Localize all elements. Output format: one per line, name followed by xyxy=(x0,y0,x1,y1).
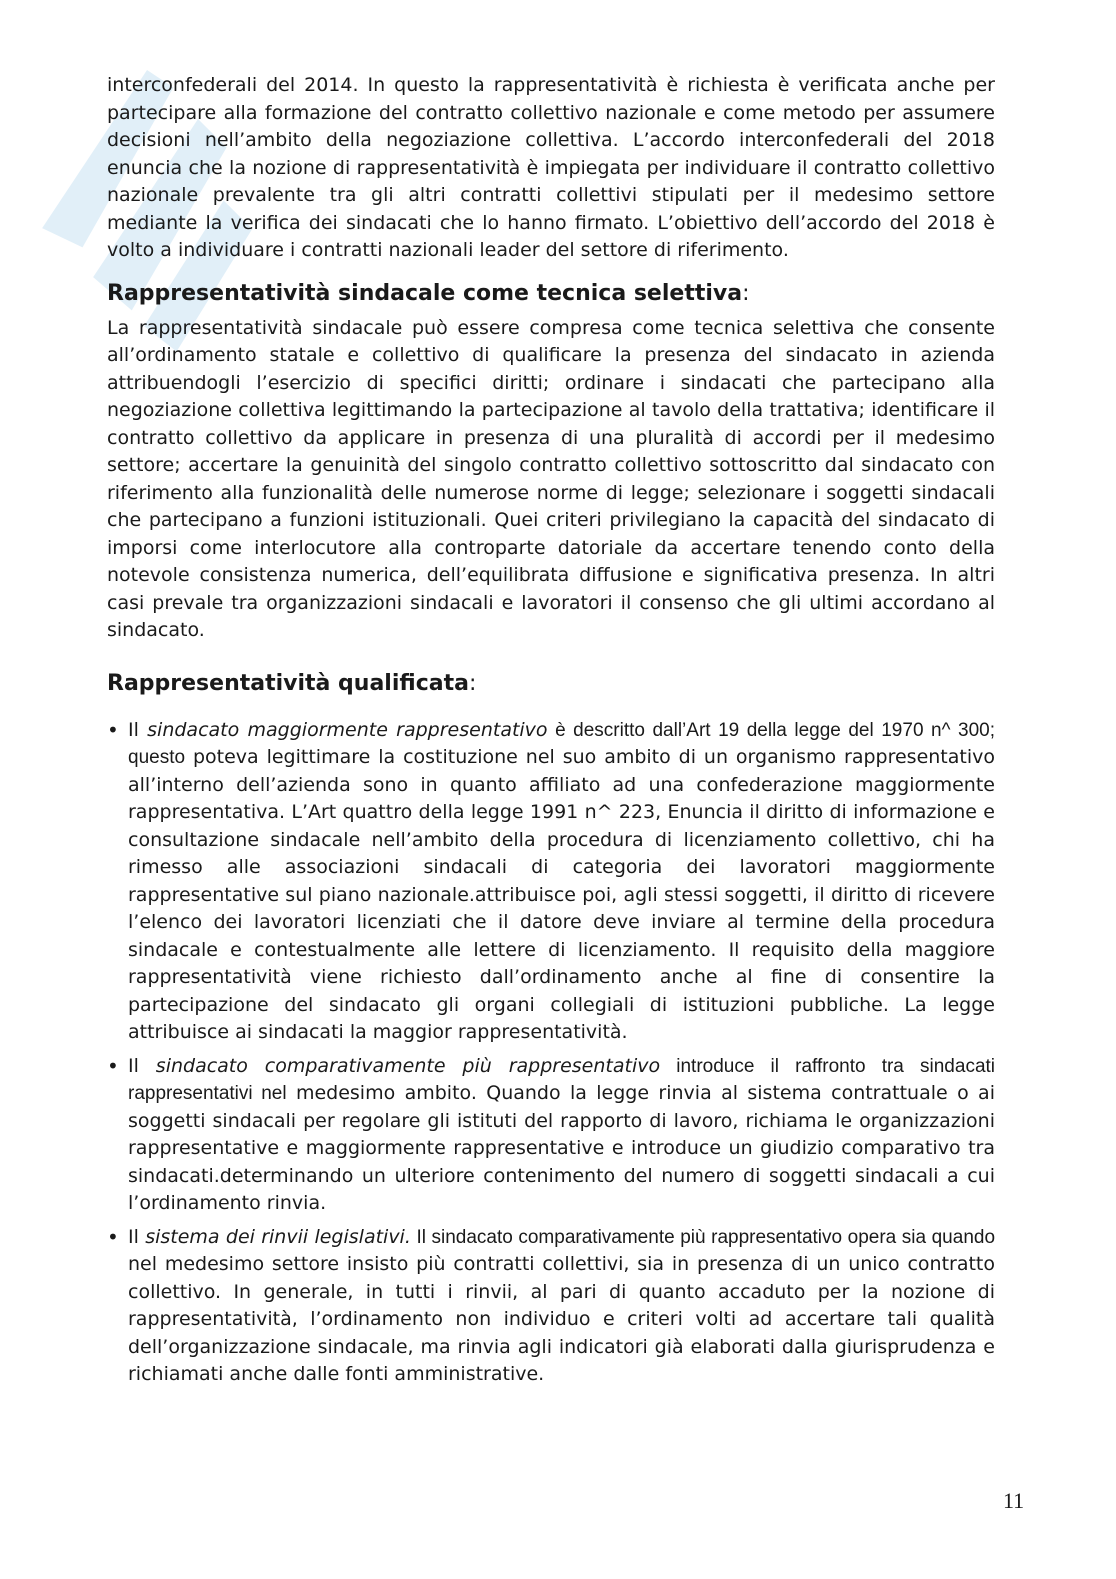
item-lead: è descritto dall’Art 19 della legge del 1970 n^ 300; questo xyxy=(128,719,995,768)
list-item xyxy=(107,1224,995,1389)
item-prefix: Il xyxy=(128,1054,156,1077)
page-content xyxy=(107,72,995,1395)
section-heading-text: Rappresentatività qualificata xyxy=(107,670,469,696)
qualificata-list xyxy=(107,717,995,1389)
list-item xyxy=(107,1053,995,1218)
heading-colon: : xyxy=(468,670,477,696)
heading-colon: : xyxy=(742,280,750,306)
intro-paragraph: interconfederali del 2014. In questo la rappresentatività è richiesta è verificata anche per partecipare alla formazione del contratto collettivo nazionale e come metodo per assumere decisioni nell’ambito della negoziazione collettiva. L’accordo interconfederali del 2018 enuncia che la nozione di rappresentatività è impiegata per individuare il contratto collettivo nazionale prevalente tra gli altri contratti collettivi stipulati per il medesimo settore mediante la verifica dei sindacati che lo hanno firmato. L’obiettivo dell’accordo del 2018 è volto a individuare i contratti nazionali leader del settore di riferimento. xyxy=(107,74,995,261)
tecnica-selettiva-paragraph: La rappresentatività sindacale può essere compresa come tecnica selettiva che consente all’ordinamento statale e collettivo di qualificare la presenza del sindacato in azienda attribuendogli l’esercizio di specifici diritti; ordinare i sindacati che partecipano alla negoziazione collettiva legittimando la partecipazione al tavolo della trattativa; identificare il contratto collettivo da applicare in presenza di una pluralità di accordi per il medesimo settore; accertare la genuinità del singolo contratto collettivo sottoscritto dal sindacato con riferimento alla funzionalità delle numerose norme di legge; selezionare i soggetti sindacali che partecipano a funzioni istituzionali. Quei criteri privilegiano la capacità del sindacato di imporsi come interlocutore alla controparte datoriale da accertare tenendo conto della notevole consistenza numerica, dell’equilibrata diffusione e significativa presenza. In altri casi prevale tra organizzazioni sindacali e lavoratori il consenso che gli ultimi accordano al sindacato. xyxy=(107,316,995,641)
item-prefix: Il xyxy=(128,1225,146,1248)
page-number: 11 xyxy=(1003,1488,1025,1513)
list-item xyxy=(107,717,995,1047)
item-term: sindacato maggiormente rappresentativo xyxy=(147,718,548,741)
item-text: nel medesimo settore insisto più contratti collettivi, sia in presenza di un unico contratto collettivo. In generale, in tutti i rinvii, al pari di quanto accaduto per la nozione di rappresentatività, l’ordinamento non individuo e criteri volti ad accertare tali qualità dell’organizzazione sindacale, ma rinvia agli indicatori già elaborati dalla giurisprudenza e richiamati anche dalle fonti amministrative. xyxy=(128,1253,995,1385)
item-text: medesimo ambito. Quando la legge rinvia al sistema contrattuale o ai soggetti sindacali per regolare gli istituti del rapporto di lavoro, richiama le organizzazioni rappresentative e maggiormente rappresentative e introduce un giudizio comparativo tra sindacati.determinando un ulteriore contenimento del numero di soggetti sindacali a cui l’ordinamento rinvia. xyxy=(128,1082,995,1214)
item-prefix: Il xyxy=(128,718,148,741)
section-heading-text: Rappresentatività sindacale come tecnica selettiva xyxy=(107,280,743,306)
section-heading-qualificata xyxy=(107,669,995,699)
item-text: poteva legittimare la costituzione nel suo ambito di un organismo rappresentativo all’interno dell’azienda sono in quanto affiliato ad una confederazione maggiormente rappresentativa. L’Art quattro della legge 1991 n^ 223, Enuncia il diritto di informazione e consultazione sindacale nell’ambito della procedura di licenziamento collettivo, chi ha rimesso alle associazioni sindacali di categoria dei lavoratori maggiormente rappresentative sul piano nazionale.attribuisce poi, agli stessi soggetti, il diritto di ricevere l’elenco dei lavoratori licenziati che il datore deve inviare al termine della procedura sindacale e contestualmente alle lettere di licenziamento. Il requisito della maggiore rappresentatività viene richiesto dall’ordinamento anche al fine di consentire la partecipazione del sindacato gli organi collegiali di istituzioni pubbliche. La legge attribuisce ai sindacati la maggior rappresentatività. xyxy=(128,746,995,1043)
item-term: sistema dei rinvii legislativi. xyxy=(145,1225,411,1248)
item-lead: Il sindacato comparativamente più rappresentativo opera sia quando xyxy=(410,1226,996,1248)
section-heading-tecnica-selettiva xyxy=(107,279,995,309)
item-term: sindacato comparativamente più rappresentativo xyxy=(155,1054,661,1077)
item-lead: introduce il raffronto tra sindacati rappresentativi nel xyxy=(128,1055,996,1104)
